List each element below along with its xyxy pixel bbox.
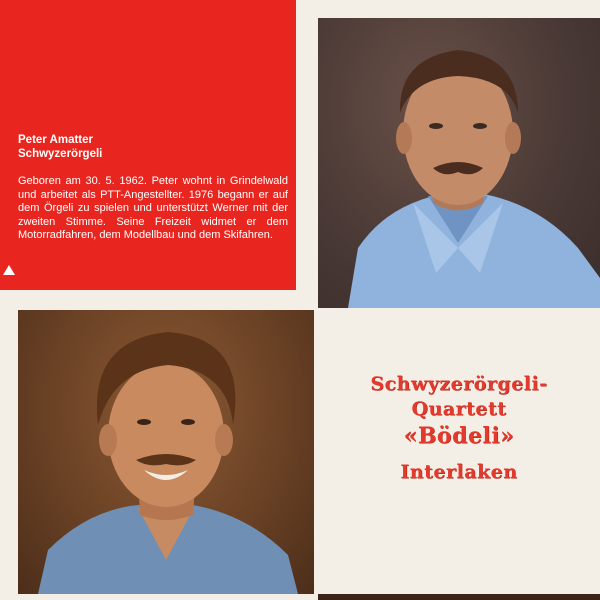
title-line-1: Schwyzerörgeli- — [370, 373, 548, 395]
album-title — [318, 372, 600, 484]
musician-instrument: Schwyzerörgeli — [18, 148, 103, 160]
photo-edge-strip — [318, 594, 600, 600]
title-line-2: Quartett — [411, 398, 507, 420]
portrait-photo-top — [318, 18, 600, 308]
group-name: «Bödeli» — [403, 423, 515, 449]
info-panel — [0, 0, 296, 290]
triangle-up-icon — [3, 265, 15, 275]
musician-bio: Geboren am 30. 5. 1962. Peter wohnt in Grindelwald und arbeitet als PTT-Angestellter. 1976 begann er auf dem Örgeli zu spielen und unterstützt Werner mit der zweiten Stimme. Seine Freizeit widmet er dem Motorradfahren, dem Modellbau und dem Skifahren. — [18, 175, 288, 242]
portrait-photo-bottom — [18, 310, 314, 594]
musician-name: Peter Amatter — [18, 134, 93, 146]
place-name: Interlaken — [400, 461, 518, 483]
musician-caption — [18, 133, 288, 254]
